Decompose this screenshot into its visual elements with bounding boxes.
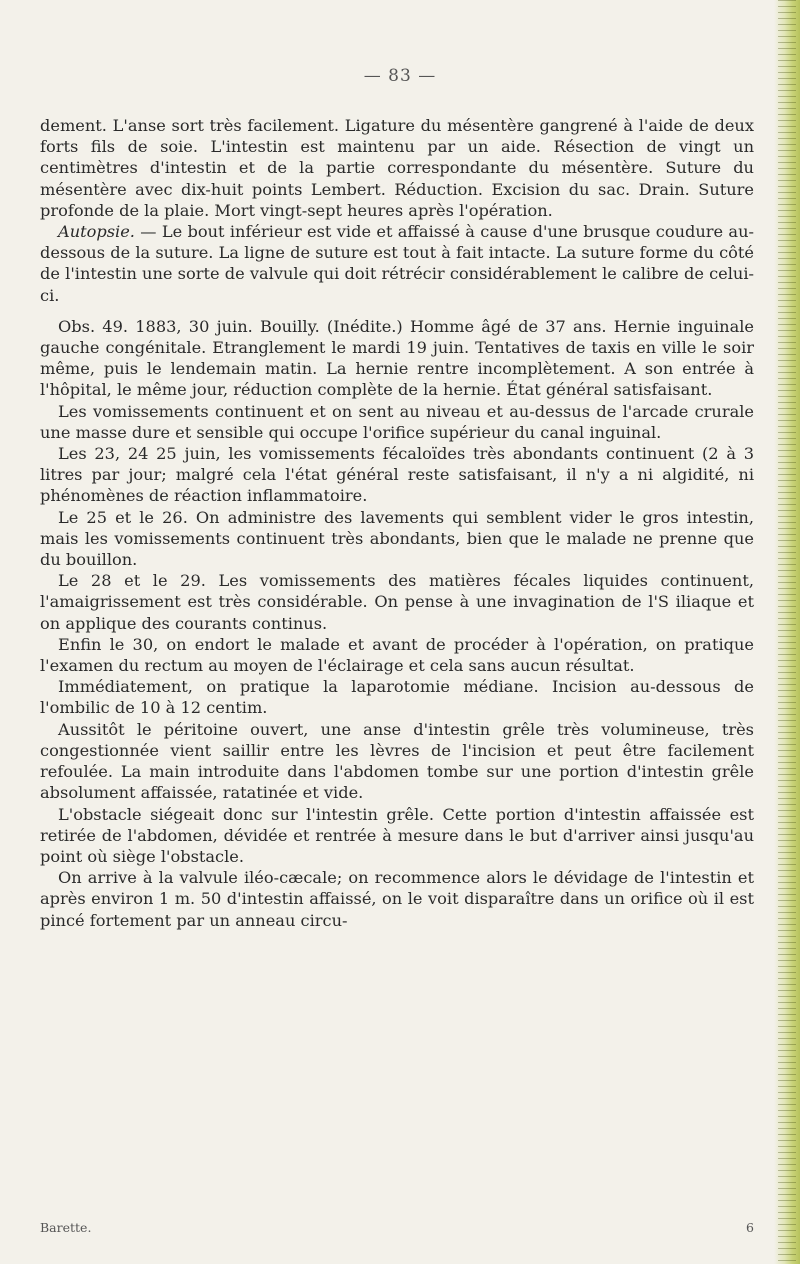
book-spine-texture: [778, 0, 796, 1264]
paragraph: Aussitôt le péritoine ouvert, une anse d'intestin grêle très volumineuse, très congestionnée vient saillir entre les lèvres de l'incision et peut être facilement refoulée. La main introduite dans l'abdomen tombe sur une portion d'intestin grêle absolument affaissée, ratatinée et vide.: [40, 719, 754, 803]
paragraph: dement. L'anse sort très facilement. Ligature du mésentère gangrené à l'aide de deux forts fils de soie. L'intestin est maintenu par un aide. Résection de vingt un centimètres d'intestin et de la partie correspondante du mésentère. Suture du mésentère avec dix-huit points Lembert. Réduction. Excision du sac. Drain. Suture profonde de la plaie. Mort vingt-sept heures après l'opération.: [40, 116, 754, 220]
footer-author: Barette.: [40, 1220, 92, 1235]
paragraph: On arrive à la valvule iléo-cæcale; on recommence alors le dévidage de l'intestin et après environ 1 m. 50 d'intestin affaissé, on le voit disparaître dans un orifice où il est pincé fortement par un anneau circu-: [40, 868, 754, 930]
paragraph: L'obstacle siégeait donc sur l'intestin grêle. Cette portion d'intestin affaissée est retirée de l'abdomen, dévidée et rentrée à mesure dans le but d'arriver ainsi jusqu'au point où siège l'obstacle.: [40, 804, 754, 866]
paragraph: Immédiatement, on pratique la laparotomie médiane. Incision au-dessous de l'ombilic de 10 à 12 centim.: [40, 677, 754, 718]
footer-signature-mark: 6: [746, 1220, 754, 1235]
paragraph-text: — Le bout inférieur est vide et affaissé à cause d'une brusque coudure au-dessous de la suture. La ligne de suture est tout à fait intacte. La suture forme du côté de l'intestin une sorte de valvule qui doit rétrécir considérablement le calibre de celui-ci.: [40, 222, 754, 305]
page-footer: [40, 1220, 754, 1235]
paragraph: Les vomissements continuent et on sent au niveau et au-dessus de l'arcade crurale une masse dure et sensible qui occupe l'orifice supérieur du canal inguinal.: [40, 401, 754, 442]
paragraph: Le 25 et le 26. On administre des lavements qui semblent vider le gros intestin, mais les vomissements continuent très abondants, bien que le malade ne prenne que du bouillon.: [40, 507, 754, 570]
autopsie-label: Autopsie.: [58, 222, 135, 242]
paragraph: Le 28 et le 29. Les vomissements des matières fécales liquides continuent, l'amaigrissement est très considérable. On pense à une invagination de l'S iliaque et on applique des courants continus.: [40, 571, 754, 633]
paragraph: Les 23, 24 25 juin, les vomissements fécaloïdes très abondants continuent (2 à 3 litres par jour; malgré cela l'état général reste satisfaisant, il n'y a ni algidité, ni phénomènes de réaction inflammatoire.: [40, 444, 754, 506]
body-text: [40, 115, 754, 931]
paragraph-autopsie: [40, 221, 754, 306]
paragraph: Enfin le 30, on endort le malade et avant de procéder à l'opération, on pratique l'examen du rectum au moyen de l'éclairage et cela sans aucun résultat.: [40, 634, 754, 676]
paragraph-observation: Obs. 49. 1883, 30 juin. Bouilly. (Inédite.) Homme âgé de 37 ans. Hernie inguinale gauche congénitale. Etranglement le mardi 19 juin. Tentatives de taxis en ville le soir même, puis le lendemain matin. La hernie rentre incomplètement. A son entrée à l'hôpital, le même jour, réduction complète de la hernie. État général satisfaisant.: [40, 316, 754, 400]
page-number: — 83 —: [363, 66, 437, 86]
